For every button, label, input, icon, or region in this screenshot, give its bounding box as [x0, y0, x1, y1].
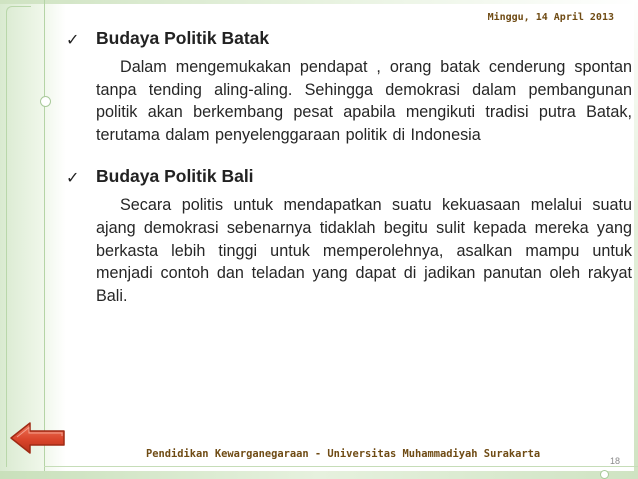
section-body: Secara politis untuk mendapatkan suatu kekuasaan melalui suatu ajang demokrasi sebenarnya tidaklah begitu sulit kepada mereka yang berkasta lebih tinggi untuk memperolehnya, asalkan mampu untuk menjadi contoh dan teladan yang dapat di jadikan panutan oleh rakyat Bali. [96, 196, 632, 305]
checkmark-icon: ✓ [66, 168, 80, 188]
frame-dot-marker [600, 470, 609, 479]
slide-content [66, 28, 632, 307]
left-arrow-icon [8, 420, 68, 456]
checkmark-icon: ✓ [66, 30, 80, 49]
section-heading-row [66, 28, 632, 54]
frame-bottom-line [44, 466, 638, 467]
frame-right-decoration [634, 0, 638, 479]
frame-dot-marker [40, 96, 51, 107]
frame-top-decoration [0, 0, 638, 4]
section-batak [66, 28, 632, 146]
section-heading-row [66, 166, 632, 192]
frame-inner-line [44, 0, 45, 479]
back-button[interactable] [8, 420, 68, 456]
footer-text: Pendidikan Kewarganegaraan - Universitas Muhammadiyah Surakarta [146, 448, 541, 460]
slide-date: Minggu, 14 April 2013 [487, 12, 614, 23]
frame-bottom-decoration [0, 471, 638, 479]
section-bali [66, 166, 632, 307]
section-body: Dalam mengemukakan pendapat , orang batak cenderung spontan tanpa tending aling-aling. Sehingga demokrasi dalam pembangunan politik akan berkembang pesat apabila mengikuti tradisi putra Batak, terutama dalam penyelenggaraan politik di Indonesia [96, 58, 632, 144]
frame-corner-line [6, 6, 31, 467]
section-title: Budaya Politik Batak [96, 28, 270, 48]
page-number: 18 [610, 456, 621, 466]
section-title: Budaya Politik Bali [96, 166, 254, 187]
